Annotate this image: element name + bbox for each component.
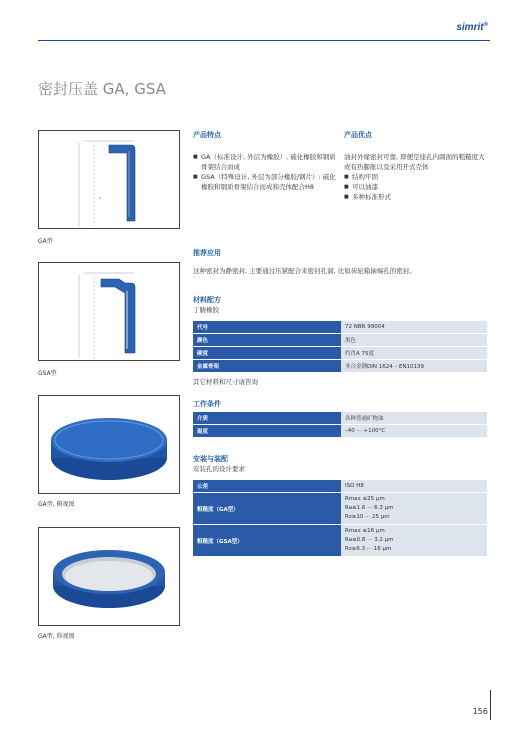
figure-caption: GA型, 仰视图 xyxy=(38,633,75,640)
conditions-heading: 工作条件 xyxy=(193,400,221,408)
table-row: 金属骨架 非合金钢DIN 1624 – EN10139 xyxy=(193,360,487,373)
brand-logo: simrit® xyxy=(456,22,488,33)
table-row: 颜色 黑色 xyxy=(193,334,487,347)
advantages-section xyxy=(344,130,488,202)
installation-section xyxy=(193,454,489,557)
gsa-section-drawing xyxy=(39,263,179,360)
installation-heading: 安装与装配 xyxy=(193,455,228,463)
table-row: 介质 各种普通矿物油 xyxy=(193,412,487,425)
conditions-table xyxy=(193,412,487,438)
page-number-rule xyxy=(490,690,491,720)
advantage-item: ■ 多种标准形式 xyxy=(344,192,488,202)
figure-caption: GSA型 xyxy=(38,370,57,377)
material-table xyxy=(193,321,487,373)
installation-subheading: 安装孔的设计要求 xyxy=(193,465,245,473)
table-row: 粗糙度（GA型） Rmax ≤25 μm Ra≥1.6 ··· 6.3 μm Rz≥10 ··· 25 μm xyxy=(193,493,487,525)
application-heading: 推荐应用 xyxy=(193,249,221,257)
material-heading: 材料配方 xyxy=(193,296,221,304)
table-row: 硬度 约肖A 75度 xyxy=(193,347,487,360)
feature-item: ■ GA（标准设计, 外层为橡胶）, 硫化橡胶和钢质骨架结合而成 xyxy=(193,152,338,172)
figure-ga-top xyxy=(38,395,180,494)
figure-ga-bottom xyxy=(38,527,180,626)
conditions-section xyxy=(193,399,489,438)
header-rule xyxy=(38,40,490,41)
advantage-item: ■ 可以油漆 xyxy=(344,182,488,192)
advantage-item: ■ 结构牢固 xyxy=(344,172,488,182)
application-section xyxy=(193,248,489,276)
ga-section-drawing xyxy=(39,131,179,228)
material-note: 其它材料和尺寸请咨询 xyxy=(193,378,258,386)
ga-bottom-drawing xyxy=(39,528,179,625)
material-subheading: 丁腈橡胶 xyxy=(193,306,219,314)
figure-caption: GA型, 俯视图 xyxy=(38,501,75,508)
table-row: 代号 72 NBR 99004 xyxy=(193,321,487,334)
application-text: 这种密封为静密封, 主要通过压紧配合来密封孔洞, 比如齿轮箱轴端孔的密封。 xyxy=(193,267,416,275)
table-row: 粗糙度（GSA型） Rmax ≤16 μm Ra≥0.8 ··· 3.2 μm Rz≥6.3 ··· 16 μm xyxy=(193,525,487,557)
top-bar xyxy=(0,0,528,6)
advantages-heading: 产品优点 xyxy=(344,131,372,139)
page-title: 密封压盖 GA, GSA xyxy=(38,80,166,98)
installation-table xyxy=(193,480,487,557)
table-row: 公差 ISO H8 xyxy=(193,480,487,493)
ga-top-drawing xyxy=(39,396,179,493)
advantages-intro: 油封外缘密封可靠, 即便是座孔内圆面的粗糙度大或有热膨胀以及采用开式壳体 xyxy=(344,153,485,171)
figure-ga-section xyxy=(38,130,180,229)
material-section xyxy=(193,295,489,387)
feature-item: ■ GSA（特殊设计, 外层为部分橡胶/钢片）: 硫化橡胶和钢质骨架结合而成和壳体配合H8 xyxy=(193,172,338,192)
features-section xyxy=(193,130,338,192)
table-row: 温度 –40 ··· +100°C xyxy=(193,425,487,438)
svg-text:⌀: ⌀ xyxy=(99,196,101,200)
page-number: 156 xyxy=(472,707,488,716)
features-heading: 产品特点 xyxy=(193,131,221,139)
figure-gsa-section xyxy=(38,262,180,361)
figure-caption: GA型 xyxy=(38,238,53,245)
